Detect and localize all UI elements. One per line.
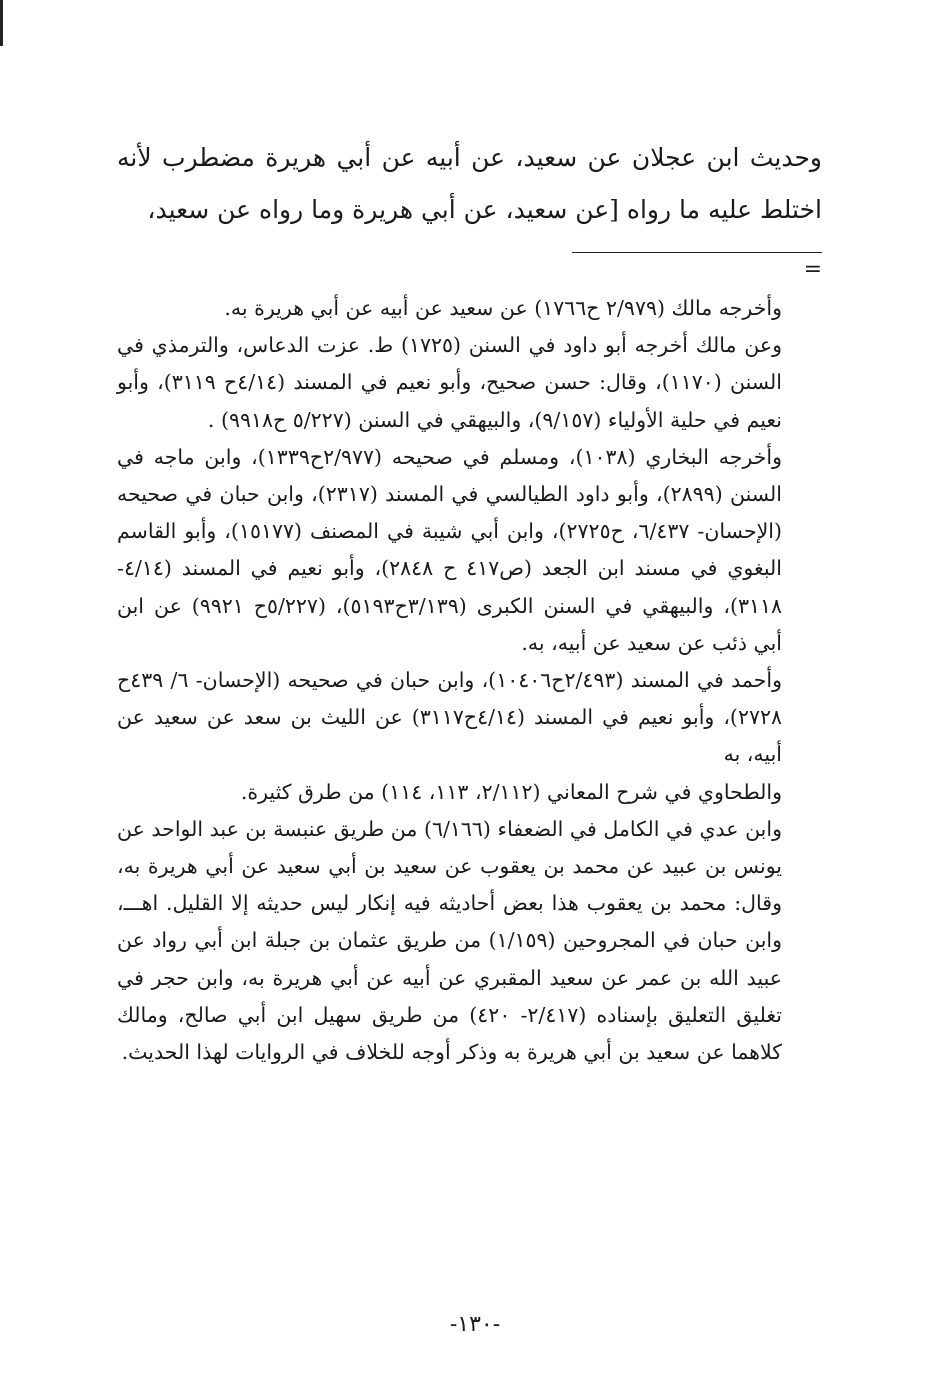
page-edge-mark bbox=[0, 0, 3, 46]
footnote-paragraph: وأخرجه البخاري (١٠٣٨)، ومسلم في صحيحه (٢/٩٧٧ح١٣٣٩)، وابن ماجه في السنن (٢٨٩٩)، وأبو داود الطيالسي في المسند (٢٣١٧)، وابن حبان في صحيحه (الإحسان- ٦/٤٣٧، ح٢٧٢٥)، وابن أبي شيبة في المصنف (١٥١٧٧)، وأبو القاسم البغوي في مسند ابن الجعد (ص٤١٧ ح ٢٨٤٨)، وأبو نعيم في المسند (٤/١٤- ٣١١٨)، والبيهقي في السنن الكبرى (٣/١٣٩ح٥١٩٣)، (٥/٢٢٧ح ٩٩٢١) عن ابن أبي ذئب عن سعيد عن أبيه، به. bbox=[117, 444, 783, 655]
page-number: -١٣٠- bbox=[449, 1312, 501, 1337]
footnotes bbox=[117, 290, 782, 1071]
footnote-paragraph: وابن عدي في الكامل في الضعفاء (٦/١٦٦) من طريق عنبسة بن عبد الواحد عن يونس بن عبيد عن محمد بن يعقوب عن سعيد بن أبي سعيد عن أبي هريرة به، وقال: محمد بن يعقوب هذا بعض أحاديثه فيه إنكار ليس حديثه إلا القليل. اهـــ، وابن حبان في المجروحين (١/١٥٩) من طريق عثمان بن جبلة ابن أبي رواد عن عبيد الله بن عمر عن سعيد المقبري عن أبيه عن أبي هريرة به، وابن حجر في تغليق التعليق بإسناده (٢/٤١٧- ٤٢٠) من طريق سهيل ابن أبي صالح، ومالك كلاهما عن سعيد بن أبي هريرة به وذكر أوجه للخلاف في الروايات لهذا الحديث. bbox=[117, 816, 782, 1065]
footnote-paragraph: وأحمد في المسند (٢/٤٩٣ح١٠٤٠٦)، وابن حبان في صحيحه (الإحسان- ٦/ ٤٣٩ح ٢٧٢٨)، وأبو نعيم في المسند (٤/١٤ح٣١١٧) عن الليث بن سعد عن سعيد عن أبيه، به bbox=[117, 668, 782, 767]
footnote-continuation-mark: = bbox=[803, 257, 822, 282]
main-paragraph: وحديث ابن عجلان عن سعيد، عن أبيه عن أبي هريرة مضطرب لأنه اختلط عليه ما رواه [عن سعيد، عن أبي هريرة وما رواه عن سعيد، bbox=[117, 143, 822, 224]
footnote-paragraph: والطحاوي في شرح المعاني (٢/١١٢، ١١٣، ١١٤) من طرق كثيرة. bbox=[240, 779, 782, 804]
main-text bbox=[117, 132, 822, 236]
footnote-paragraph: وأخرجه مالك (٢/٩٧٩ ح١٧٦٦) عن سعيد عن أبيه عن أبي هريرة به. bbox=[224, 296, 782, 320]
footnote-paragraph: وعن مالك أخرجه أبو داود في السنن (١٧٢٥) ط. عزت الدعاس، والترمذي في السنن (١١٧٠)، وقال: حسن صحيح، وأبو نعيم في المسند (٤/١٤ح ٣١١٩)، وأبو نعيم في حلية الأولياء (٩/١٥٧)، والبيهقي في السنن (٥/٢٢٧ ح٩٩١٨) . bbox=[117, 333, 782, 432]
footnote-separator bbox=[572, 252, 822, 253]
